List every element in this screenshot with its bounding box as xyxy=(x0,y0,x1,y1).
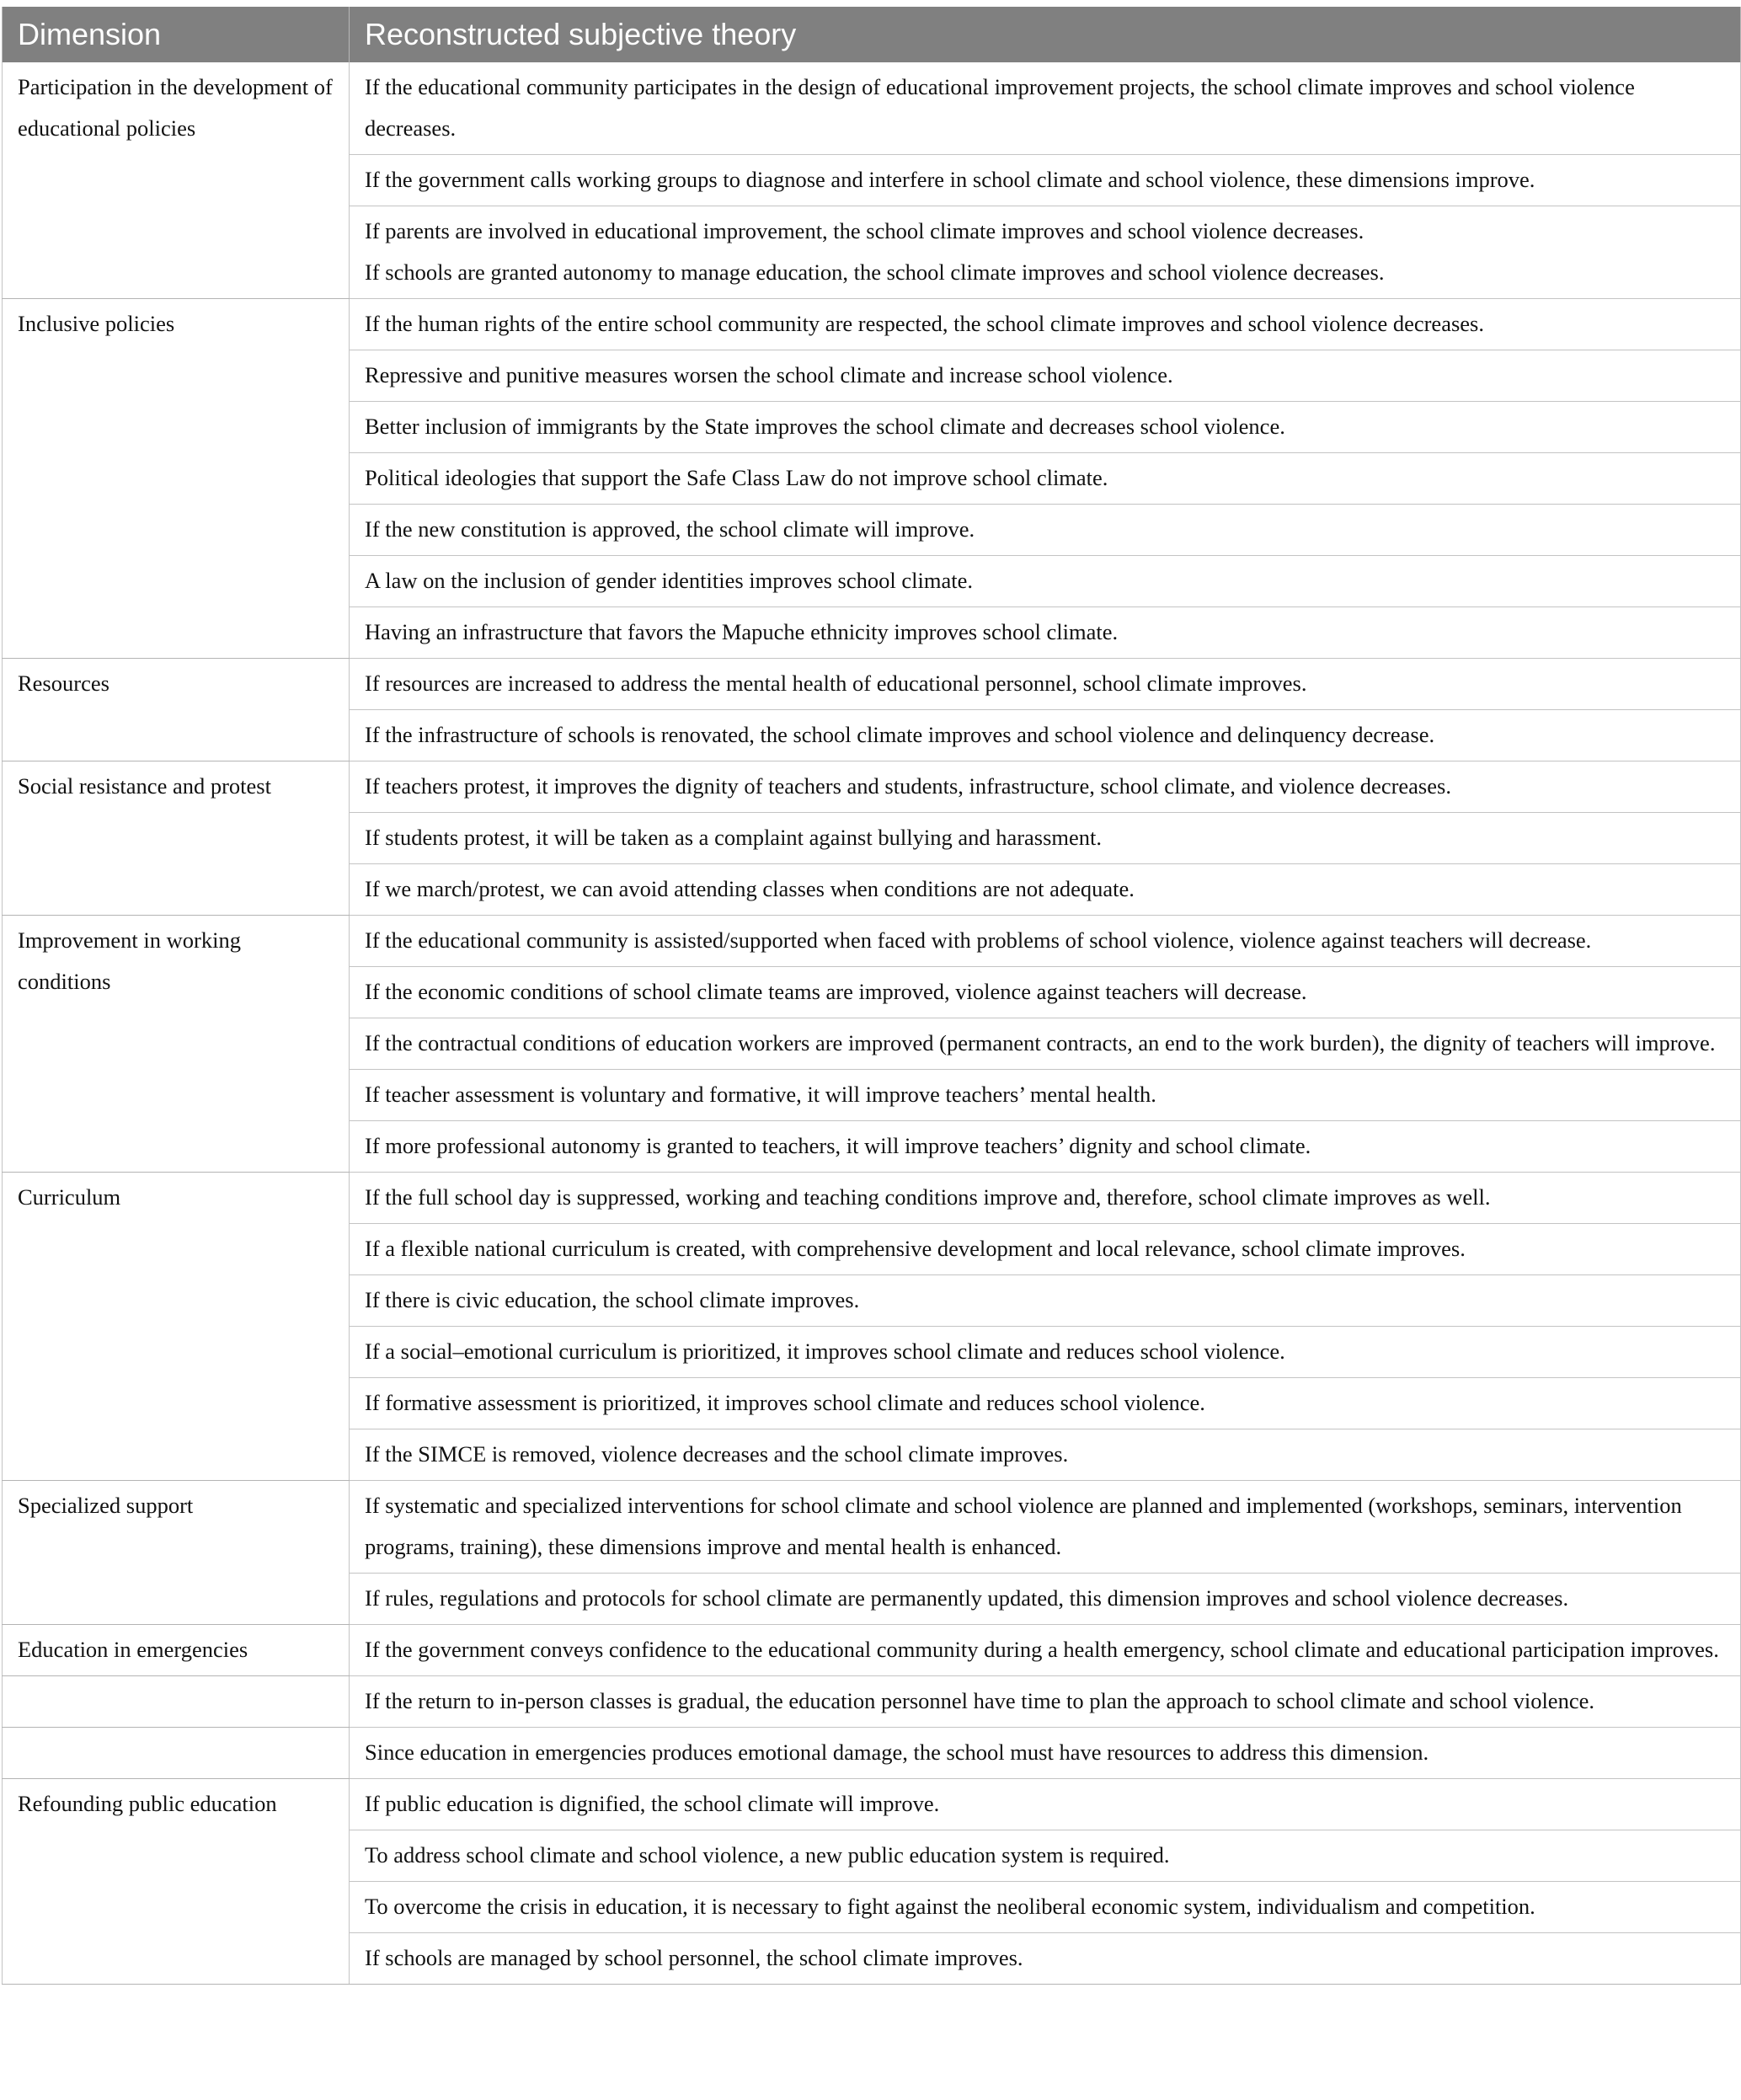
theory-cell xyxy=(350,710,1741,761)
theory-text: If parents are involved in educational improvement, the school climate improves and school violence decreases. xyxy=(365,218,1364,243)
theory-text: A law on the inclusion of gender identities improves school climate. xyxy=(365,568,973,593)
table-header-row xyxy=(3,7,1741,62)
theory-text: If the government calls working groups to diagnose and interfere in school climate and school violence, these dimensions improve. xyxy=(365,167,1535,192)
theory-text: If formative assessment is prioritized, it improves school climate and reduces school violence. xyxy=(365,1390,1205,1415)
theory-text: If the new constitution is approved, the school climate will improve. xyxy=(365,516,975,542)
theory-text: If a social–emotional curriculum is prioritized, it improves school climate and reduces school violence. xyxy=(365,1339,1285,1364)
theory-text: If the economic conditions of school climate teams are improved, violence against teachers will decrease. xyxy=(365,979,1307,1004)
theory-cell xyxy=(350,206,1741,299)
theory-cell xyxy=(350,864,1741,916)
subjective-theories-table-container xyxy=(2,7,1740,1985)
theory-text: Repressive and punitive measures worsen the school climate and increase school violence. xyxy=(365,362,1173,387)
theory-cell xyxy=(350,1121,1741,1173)
theory-cell xyxy=(350,155,1741,206)
header-reconstructed-subjective-theory: Reconstructed subjective theory xyxy=(350,7,1741,62)
theory-text: If systematic and specialized interventions for school climate and school violence are planned and implemented (workshops, seminars, intervention programs, training), these dimensions improve and mental health is enhanced. xyxy=(365,1493,1682,1559)
table-row xyxy=(3,916,1741,967)
theory-cell xyxy=(350,1429,1741,1481)
table-row xyxy=(3,62,1741,155)
theory-cell xyxy=(350,659,1741,710)
theory-text: If there is civic education, the school climate improves. xyxy=(365,1287,860,1312)
table-row xyxy=(3,1728,1741,1779)
theory-cell xyxy=(350,402,1741,453)
table-row xyxy=(3,1676,1741,1728)
dimension-cell xyxy=(3,1676,350,1728)
dimension-cell: Social resistance and protest xyxy=(3,761,350,916)
theory-text: If teachers protest, it improves the dignity of teachers and students, infrastructure, school climate, and violence decreases. xyxy=(365,773,1451,799)
theory-cell xyxy=(350,1378,1741,1429)
dimension-cell: Participation in the development of educational policies xyxy=(3,62,350,299)
table-row xyxy=(3,761,1741,813)
theory-cell xyxy=(350,1070,1741,1121)
dimension-cell xyxy=(3,1728,350,1779)
theory-text: If more professional autonomy is granted to teachers, it will improve teachers’ dignity and school climate. xyxy=(365,1133,1311,1158)
theory-cell xyxy=(350,813,1741,864)
theory-cell xyxy=(350,1933,1741,1985)
theory-cell xyxy=(350,1327,1741,1378)
theory-cell xyxy=(350,1728,1741,1779)
theory-text: Better inclusion of immigrants by the State improves the school climate and decreases school violence. xyxy=(365,414,1285,439)
theory-cell xyxy=(350,1173,1741,1224)
theory-cell xyxy=(350,916,1741,967)
dimension-cell: Resources xyxy=(3,659,350,761)
theory-text: If rules, regulations and protocols for school climate are permanently updated, this dimension improves and school violence decreases. xyxy=(365,1585,1569,1611)
theory-cell xyxy=(350,967,1741,1018)
dimension-cell: Inclusive policies xyxy=(3,299,350,659)
theory-cell xyxy=(350,505,1741,556)
table-row xyxy=(3,1779,1741,1830)
theory-text: If the government conveys confidence to the educational community during a health emergency, school climate and educational participation improves. xyxy=(365,1637,1719,1662)
theory-text: If schools are granted autonomy to manage education, the school climate improves and school violence decreases. xyxy=(365,259,1385,285)
theory-cell xyxy=(350,1830,1741,1882)
theory-text: If teacher assessment is voluntary and formative, it will improve teachers’ mental health. xyxy=(365,1082,1156,1107)
theory-text: If a flexible national curriculum is created, with comprehensive development and local relevance, school climate improves. xyxy=(365,1236,1466,1261)
theory-cell xyxy=(350,1676,1741,1728)
theory-text: To address school climate and school violence, a new public education system is required. xyxy=(365,1842,1170,1868)
dimension-cell: Refounding public education xyxy=(3,1779,350,1985)
theory-text: If the educational community participates in the design of educational improvement projects, the school climate improves and school violence decreases. xyxy=(365,74,1635,141)
table-row xyxy=(3,299,1741,350)
theory-cell xyxy=(350,1018,1741,1070)
theory-text: If the full school day is suppressed, working and teaching conditions improve and, therefore, school climate improves as well. xyxy=(365,1184,1491,1210)
theory-text: Having an infrastructure that favors the Mapuche ethnicity improves school climate. xyxy=(365,619,1119,644)
header-dimension: Dimension xyxy=(3,7,350,62)
dimension-cell: Improvement in working conditions xyxy=(3,916,350,1173)
table-row xyxy=(3,1625,1741,1676)
theory-cell xyxy=(350,761,1741,813)
theory-text: Since education in emergencies produces emotional damage, the school must have resources to address this dimension. xyxy=(365,1739,1429,1765)
theory-cell xyxy=(350,453,1741,505)
theory-text: Political ideologies that support the Safe Class Law do not improve school climate. xyxy=(365,465,1108,490)
theory-cell xyxy=(350,1275,1741,1327)
table-body xyxy=(3,62,1741,1985)
theory-cell xyxy=(350,607,1741,659)
theory-text: If students protest, it will be taken as a complaint against bullying and harassment. xyxy=(365,825,1103,850)
theory-cell xyxy=(350,1625,1741,1676)
theory-text: If the infrastructure of schools is renovated, the school climate improves and school violence and delinquency decrease. xyxy=(365,722,1435,747)
theory-cell xyxy=(350,1481,1741,1574)
dimension-cell: Education in emergencies xyxy=(3,1625,350,1676)
theory-text: If the educational community is assisted/supported when faced with problems of school violence, violence against teachers will decrease. xyxy=(365,927,1592,953)
theory-cell xyxy=(350,1779,1741,1830)
theory-cell xyxy=(350,1574,1741,1625)
dimension-cell: Curriculum xyxy=(3,1173,350,1481)
theory-text: If the return to in-person classes is gradual, the education personnel have time to plan the approach to school climate and school violence. xyxy=(365,1688,1594,1713)
dimension-cell: Specialized support xyxy=(3,1481,350,1625)
subjective-theories-table xyxy=(2,7,1741,1985)
theory-text: If we march/protest, we can avoid attending classes when conditions are not adequate. xyxy=(365,876,1135,901)
table-row xyxy=(3,1173,1741,1224)
theory-text: If the SIMCE is removed, violence decreases and the school climate improves. xyxy=(365,1441,1069,1467)
theory-cell xyxy=(350,1882,1741,1933)
theory-cell xyxy=(350,62,1741,155)
theory-cell xyxy=(350,556,1741,607)
theory-text: If resources are increased to address the mental health of educational personnel, school climate improves. xyxy=(365,671,1307,696)
table-row xyxy=(3,659,1741,710)
theory-text: If the contractual conditions of education workers are improved (permanent contracts, an end to the work burden), the dignity of teachers will improve. xyxy=(365,1030,1716,1055)
table-row xyxy=(3,1481,1741,1574)
theory-text: If the human rights of the entire school community are respected, the school climate improves and school violence decreases. xyxy=(365,311,1484,336)
theory-cell xyxy=(350,1224,1741,1275)
theory-text: To overcome the crisis in education, it is necessary to fight against the neoliberal economic system, individualism and competition. xyxy=(365,1894,1535,1919)
theory-text: If public education is dignified, the school climate will improve. xyxy=(365,1791,940,1816)
theory-cell xyxy=(350,299,1741,350)
theory-text: If schools are managed by school personnel, the school climate improves. xyxy=(365,1945,1023,1970)
theory-cell xyxy=(350,350,1741,402)
